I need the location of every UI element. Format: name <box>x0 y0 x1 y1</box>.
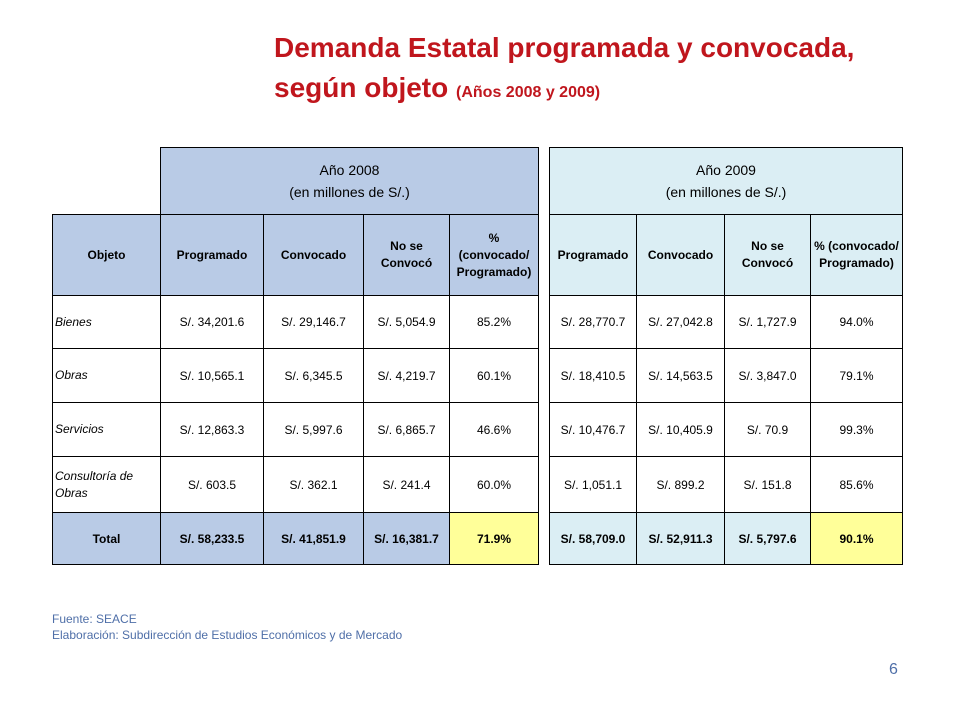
cell-no-convoco: S/. 6,865.7 <box>364 403 450 457</box>
total-pct: 90.1% <box>811 513 903 565</box>
source-line: Fuente: SEACE <box>52 612 137 626</box>
col-programado: Programado <box>161 215 264 296</box>
cell-no-convoco: S/. 4,219.7 <box>364 349 450 403</box>
author-line: Elaboración: Subdirección de Estudios Económicos y de Mercado <box>52 628 403 642</box>
header-2009-year: Año 2009 <box>696 162 756 178</box>
cell-convocado: S/. 10,405.9 <box>637 403 725 457</box>
title-object-text: según objeto <box>274 72 449 103</box>
slide-title <box>274 28 934 113</box>
cell-pct: 60.1% <box>450 349 539 403</box>
total-programado: S/. 58,233.5 <box>161 513 264 565</box>
cell-convocado: S/. 5,997.6 <box>264 403 364 457</box>
table-row <box>550 296 903 349</box>
col-pct: % (convocado/ Programado) <box>811 215 903 296</box>
table-2009 <box>549 147 903 565</box>
col-no-convoco: No se Convocó <box>725 215 811 296</box>
cell-no-convoco: S/. 5,054.9 <box>364 296 450 349</box>
cell-no-convoco: S/. 1,727.9 <box>725 296 811 349</box>
col-programado: Programado <box>550 215 637 296</box>
cell-pct: 85.6% <box>811 457 903 513</box>
cell-no-convoco: S/. 3,847.0 <box>725 349 811 403</box>
row-objeto: Servicios <box>53 403 161 457</box>
total-convocado: S/. 41,851.9 <box>264 513 364 565</box>
total-no-convoco: S/. 5,797.6 <box>725 513 811 565</box>
header-2008-year: Año 2008 <box>319 162 380 178</box>
cell-no-convoco: S/. 241.4 <box>364 457 450 513</box>
cell-programado: S/. 12,863.3 <box>161 403 264 457</box>
page-number: 6 <box>889 661 898 678</box>
header-2008 <box>161 148 539 215</box>
total-programado: S/. 58,709.0 <box>550 513 637 565</box>
cell-programado: S/. 10,565.1 <box>161 349 264 403</box>
row-objeto: Consultoría de Obras <box>53 457 161 513</box>
cell-convocado: S/. 362.1 <box>264 457 364 513</box>
table-row <box>53 349 539 403</box>
cell-programado: S/. 18,410.5 <box>550 349 637 403</box>
cell-programado: S/. 28,770.7 <box>550 296 637 349</box>
cell-convocado: S/. 6,345.5 <box>264 349 364 403</box>
col-no-convoco: No se Convocó <box>364 215 450 296</box>
cell-no-convoco: S/. 70.9 <box>725 403 811 457</box>
col-pct: % (convocado/ Programado) <box>450 215 539 296</box>
table-2008 <box>52 147 539 565</box>
cell-convocado: S/. 14,563.5 <box>637 349 725 403</box>
cell-programado: S/. 10,476.7 <box>550 403 637 457</box>
cell-pct: 99.3% <box>811 403 903 457</box>
cell-convocado: S/. 899.2 <box>637 457 725 513</box>
table-row <box>53 296 539 349</box>
cell-pct: 85.2% <box>450 296 539 349</box>
header-2009-unit: (en millones de S/.) <box>665 184 787 200</box>
total-label: Total <box>53 513 161 565</box>
source-notes <box>52 611 402 643</box>
table-row <box>550 349 903 403</box>
total-row <box>550 513 903 565</box>
table-row <box>550 403 903 457</box>
title-line-1: Demanda Estatal programada y convocada, <box>274 32 855 63</box>
cell-pct: 46.6% <box>450 403 539 457</box>
table-row <box>550 457 903 513</box>
row-objeto: Bienes <box>53 296 161 349</box>
cell-no-convoco: S/. 151.8 <box>725 457 811 513</box>
table-row <box>53 457 539 513</box>
cell-convocado: S/. 29,146.7 <box>264 296 364 349</box>
col-objeto: Objeto <box>53 215 161 296</box>
corner-empty-cell <box>53 148 161 215</box>
row-objeto: Obras <box>53 349 161 403</box>
cell-programado: S/. 603.5 <box>161 457 264 513</box>
title-years: (Años 2008 y 2009) <box>456 84 601 101</box>
cell-pct: 79.1% <box>811 349 903 403</box>
cell-convocado: S/. 27,042.8 <box>637 296 725 349</box>
table-row <box>53 403 539 457</box>
total-pct: 71.9% <box>450 513 539 565</box>
total-row <box>53 513 539 565</box>
header-2009 <box>550 148 903 215</box>
total-no-convoco: S/. 16,381.7 <box>364 513 450 565</box>
cell-pct: 60.0% <box>450 457 539 513</box>
title-line-2 <box>274 68 934 113</box>
header-2008-unit: (en millones de S/.) <box>289 184 410 200</box>
total-convocado: S/. 52,911.3 <box>637 513 725 565</box>
cell-pct: 94.0% <box>811 296 903 349</box>
cell-programado: S/. 34,201.6 <box>161 296 264 349</box>
cell-programado: S/. 1,051.1 <box>550 457 637 513</box>
col-convocado: Convocado <box>264 215 364 296</box>
col-convocado: Convocado <box>637 215 725 296</box>
